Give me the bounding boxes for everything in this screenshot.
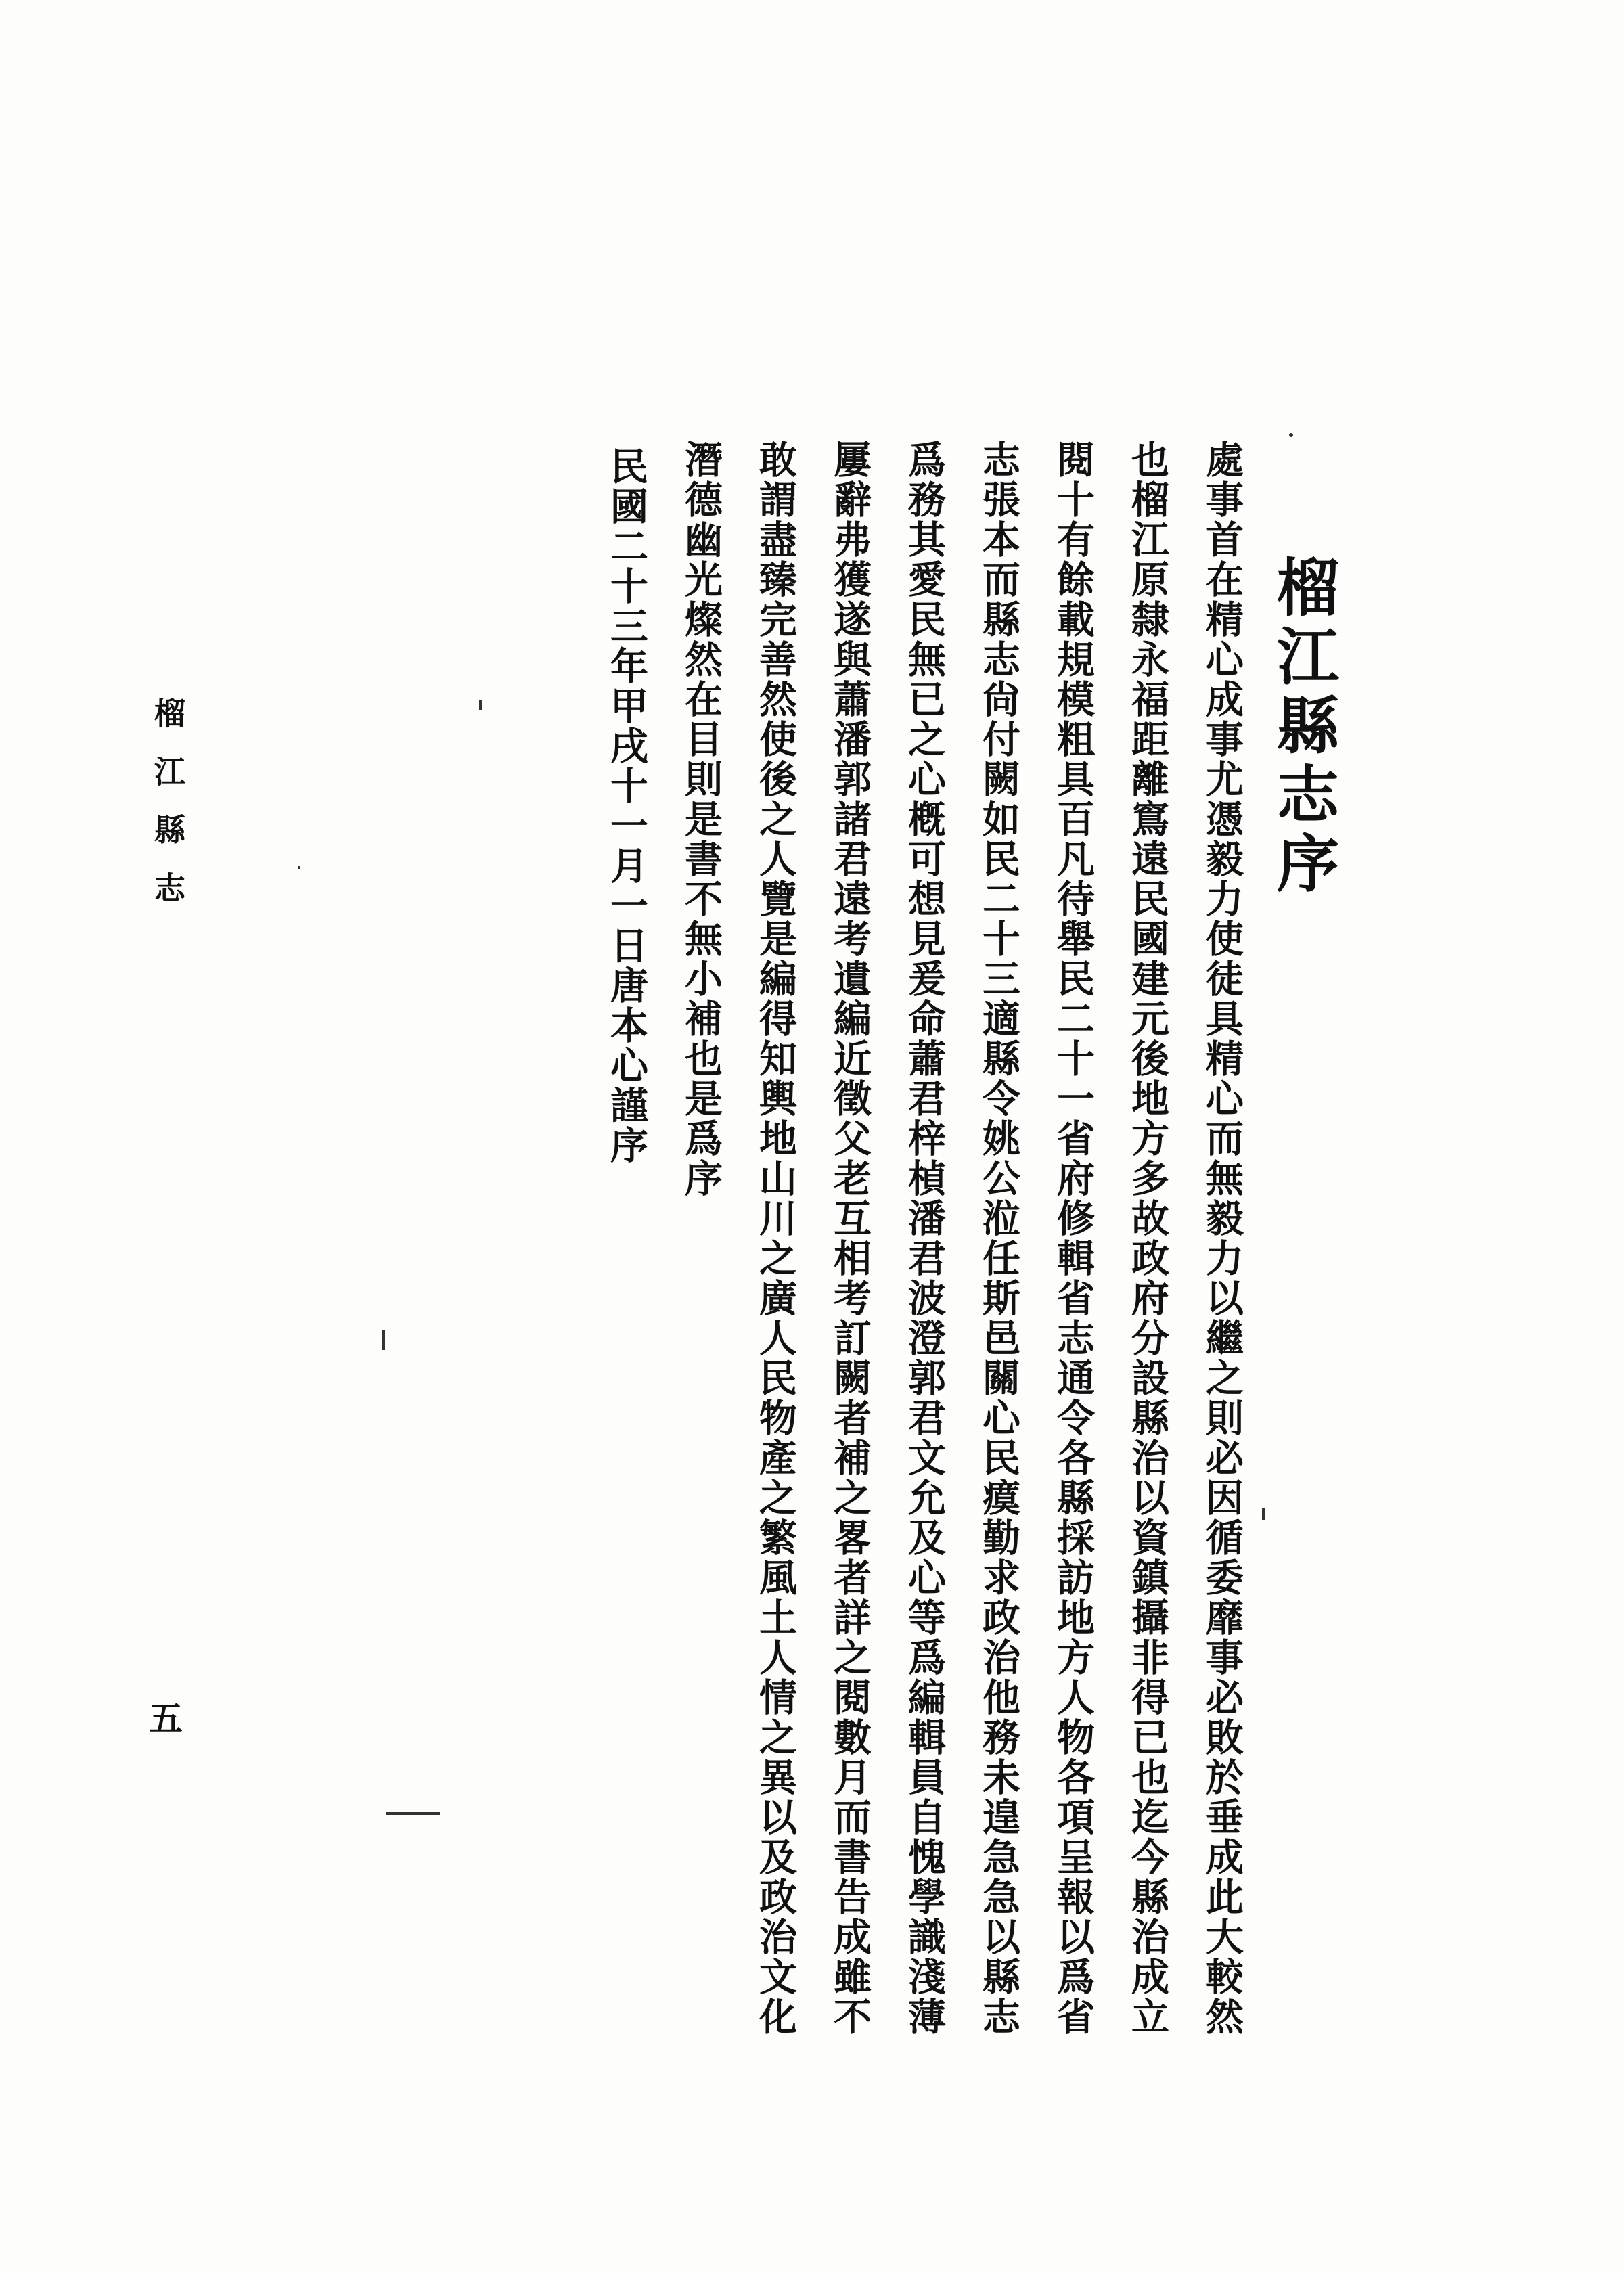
preface-column-3: 閱十有餘載規模粗具百凡待舉民二十一省府修輯省志通令各縣採訪地方人物各項呈報以爲省 [1051, 440, 1096, 2037]
scan-speck [386, 1812, 440, 1815]
margin-running-title: 榴江縣志 [150, 697, 186, 930]
preface-column-7: 敢謂盡臻完善然使後之人覽是編得知輿地山川之廣人民物產之繁風土人情之異以及政治文化 [753, 440, 798, 2037]
page-number: 五 [149, 1698, 183, 1738]
scan-speck [1289, 433, 1293, 437]
scan-speck [1262, 1508, 1265, 1520]
scan-speck [479, 700, 482, 710]
preface-column-5: 爲務其愛民無已之心槪可想見爰命蕭君梓楨潘君波澄郭君文允及心等爲編輯員自愧學識淺薄 [902, 440, 947, 2037]
preface-title: 榴江縣志序 [1267, 555, 1340, 900]
scan-speck [382, 1330, 385, 1350]
preface-column-2: 也榴江原隸永福距離窵遠民國建元後地方多故政府分設縣治以資鎮攝非得已也迄今縣治成立 [1125, 440, 1170, 2037]
preface-column-8: 潛德幽光燦然在目則是書不無小補也是爲序 [679, 440, 723, 1198]
scan-speck [298, 866, 300, 869]
preface-date-signature: 民國二十三年甲戌十一月一日唐本心謹序 [604, 447, 649, 1165]
preface-column-4: 志張本而縣志尙付闕如民二十三適縣令姚公涖任斯邑關心民瘼勤求政治他務未遑急急以縣志 [976, 440, 1021, 2037]
preface-column-6: 屢辭弗獲遂與蕭潘郭諸君遠考遺編近徵父老互相考訂闕者補之畧者詳之閱數月而書告成雖不 [828, 440, 872, 2037]
preface-column-1: 處事首在精心成事尤憑毅力使徒具精心而無毅力以繼之則必因循委靡事必敗於垂成此大較然 [1200, 440, 1244, 2037]
